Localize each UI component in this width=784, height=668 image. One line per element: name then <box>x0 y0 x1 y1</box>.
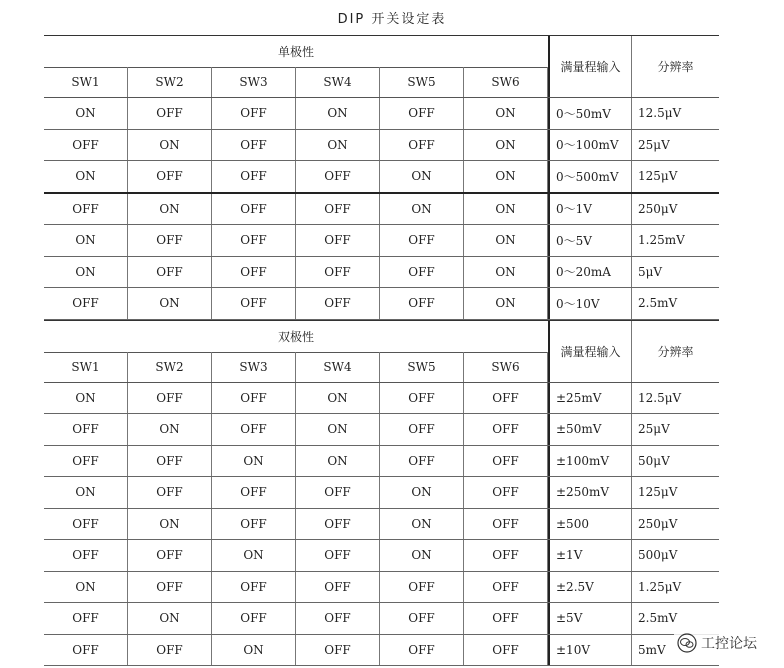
resolution: 50μV <box>638 453 670 468</box>
sw3-value: OFF <box>212 194 296 225</box>
sw2-value: OFF <box>128 383 212 414</box>
sw6-value: OFF <box>464 572 548 603</box>
sw4-value: ON <box>296 130 380 161</box>
sw5-value: OFF <box>380 130 464 161</box>
sw5-value: OFF <box>380 603 464 634</box>
sw5-value: ON <box>380 161 464 192</box>
sw5-value: OFF <box>380 572 464 603</box>
full-scale-range: ±2.5V <box>548 572 632 603</box>
sw2-value: OFF <box>128 257 212 288</box>
resolution: 1.25μV <box>638 579 682 594</box>
sw6-value: ON <box>464 225 548 256</box>
table-row <box>44 509 719 541</box>
sw2-value: OFF <box>128 225 212 256</box>
sw1-value: ON <box>44 225 128 256</box>
table-row <box>44 540 719 572</box>
full-scale-range: ±10V <box>548 635 632 666</box>
sw4-value: ON <box>296 446 380 477</box>
full-scale-range: ±25mV <box>548 383 632 414</box>
unipolar-header <box>44 36 719 98</box>
table-row <box>44 98 719 130</box>
table-row <box>44 225 719 257</box>
bipolar-sw-headers <box>44 352 548 382</box>
resolution: 125μV <box>638 169 678 184</box>
sw3-value: OFF <box>212 288 296 319</box>
sw1-value: OFF <box>44 130 128 161</box>
sw1-value: ON <box>44 257 128 288</box>
bipolar-label: 双极性 <box>44 321 548 353</box>
full-scale-range: ±250mV <box>548 477 632 508</box>
sw1-value: OFF <box>44 288 128 319</box>
sw6-value: ON <box>464 98 548 129</box>
sw-header-6: SW6 <box>464 67 548 97</box>
resolution: 250μV <box>638 516 678 531</box>
unipolar-sw-headers <box>44 67 548 97</box>
watermark-text: 工控论坛 <box>701 636 757 652</box>
bipolar-section <box>44 320 719 667</box>
full-scale-range: 0～500mV <box>548 161 632 192</box>
sw-header-5: SW5 <box>380 352 464 382</box>
table-row <box>44 161 719 194</box>
sw2-value: OFF <box>128 572 212 603</box>
sw2-value: ON <box>128 414 212 445</box>
table-row <box>44 130 719 162</box>
sw3-value: OFF <box>212 225 296 256</box>
sw1-value: ON <box>44 572 128 603</box>
sw5-value: ON <box>380 540 464 571</box>
sw6-value: ON <box>464 288 548 319</box>
sw3-value: OFF <box>212 383 296 414</box>
sw6-value: OFF <box>464 603 548 634</box>
full-scale-range: 0～20mA <box>548 257 632 288</box>
sw6-value: OFF <box>464 477 548 508</box>
sw4-value: OFF <box>296 540 380 571</box>
table-title: DIP 开关设定表 <box>337 12 447 27</box>
sw1-value: ON <box>44 383 128 414</box>
sw5-value: OFF <box>380 635 464 666</box>
sw4-value: OFF <box>296 603 380 634</box>
sw2-value: OFF <box>128 161 212 192</box>
sw1-value: ON <box>44 98 128 129</box>
sw3-value: ON <box>212 540 296 571</box>
sw1-value: OFF <box>44 540 128 571</box>
full-scale-range: 0～1V <box>548 194 632 225</box>
sw5-value: OFF <box>380 257 464 288</box>
unipolar-section <box>44 35 719 320</box>
sw2-value: ON <box>128 603 212 634</box>
sw4-value: OFF <box>296 161 380 192</box>
unipolar-label: 单极性 <box>44 36 548 68</box>
resolution: 5mV <box>638 642 666 657</box>
bipolar-resolution-header: 分辨率 <box>657 344 694 359</box>
table-row <box>44 635 719 667</box>
resolution: 1.25mV <box>638 233 685 248</box>
sw5-value: OFF <box>380 225 464 256</box>
watermark <box>674 632 760 654</box>
sw3-value: OFF <box>212 130 296 161</box>
full-scale-range: ±100mV <box>548 446 632 477</box>
sw6-value: OFF <box>464 509 548 540</box>
sw-header-4: SW4 <box>296 67 380 97</box>
sw2-value: ON <box>128 509 212 540</box>
sw1-value: OFF <box>44 635 128 666</box>
table-row <box>44 288 719 320</box>
sw-header-1: SW1 <box>44 352 128 382</box>
bipolar-range-header: 满量程输入 <box>548 321 632 382</box>
bipolar-header <box>44 321 719 383</box>
table-row <box>44 572 719 604</box>
resolution: 5μV <box>638 264 663 279</box>
table-row <box>44 477 719 509</box>
sw3-value: OFF <box>212 509 296 540</box>
sw2-value: OFF <box>128 635 212 666</box>
sw2-value: OFF <box>128 446 212 477</box>
full-scale-range: 0～100mV <box>548 130 632 161</box>
table-row <box>44 446 719 478</box>
resolution: 125μV <box>638 485 678 500</box>
sw4-value: OFF <box>296 509 380 540</box>
sw4-value: OFF <box>296 257 380 288</box>
sw3-value: ON <box>212 635 296 666</box>
sw6-value: OFF <box>464 540 548 571</box>
sw4-value: ON <box>296 383 380 414</box>
resolution: 2.5mV <box>638 611 678 626</box>
sw5-value: OFF <box>380 446 464 477</box>
table-row <box>44 414 719 446</box>
sw1-value: OFF <box>44 414 128 445</box>
sw5-value: ON <box>380 509 464 540</box>
sw5-value: ON <box>380 477 464 508</box>
sw2-value: ON <box>128 130 212 161</box>
sw5-value: OFF <box>380 288 464 319</box>
sw-header-2: SW2 <box>128 352 212 382</box>
sw1-value: ON <box>44 477 128 508</box>
sw6-value: OFF <box>464 414 548 445</box>
unipolar-rows <box>44 98 719 320</box>
sw-header-3: SW3 <box>212 67 296 97</box>
full-scale-range: 0～50mV <box>548 98 632 129</box>
sw5-value: ON <box>380 194 464 225</box>
sw6-value: ON <box>464 161 548 192</box>
resolution: 500μV <box>638 548 678 563</box>
sw2-value: OFF <box>128 98 212 129</box>
sw2-value: ON <box>128 288 212 319</box>
sw2-value: ON <box>128 194 212 225</box>
sw3-value: OFF <box>212 98 296 129</box>
sw4-value: OFF <box>296 477 380 508</box>
bipolar-rows <box>44 383 719 667</box>
sw4-value: OFF <box>296 225 380 256</box>
sw3-value: ON <box>212 446 296 477</box>
sw1-value: OFF <box>44 509 128 540</box>
sw4-value: ON <box>296 414 380 445</box>
unipolar-range-header: 满量程输入 <box>548 36 632 97</box>
sw2-value: OFF <box>128 477 212 508</box>
sw5-value: OFF <box>380 383 464 414</box>
sw3-value: OFF <box>212 414 296 445</box>
sw4-value: OFF <box>296 635 380 666</box>
full-scale-range: 0～10V <box>548 288 632 319</box>
resolution: 12.5μV <box>638 106 682 121</box>
sw6-value: OFF <box>464 635 548 666</box>
table-row <box>44 194 719 226</box>
full-scale-range: ±1V <box>548 540 632 571</box>
sw3-value: OFF <box>212 161 296 192</box>
sw-header-4: SW4 <box>296 352 380 382</box>
resolution: 25μV <box>638 137 670 152</box>
table-row <box>44 383 719 415</box>
full-scale-range: 0～5V <box>548 225 632 256</box>
resolution: 2.5mV <box>638 296 678 311</box>
resolution: 25μV <box>638 422 670 437</box>
sw2-value: OFF <box>128 540 212 571</box>
table-row <box>44 257 719 289</box>
sw1-value: OFF <box>44 446 128 477</box>
sw5-value: OFF <box>380 98 464 129</box>
full-scale-range: ±500 <box>548 509 632 540</box>
sw-header-2: SW2 <box>128 67 212 97</box>
dip-switch-table <box>44 35 719 666</box>
sw-header-3: SW3 <box>212 352 296 382</box>
sw-header-1: SW1 <box>44 67 128 97</box>
sw3-value: OFF <box>212 603 296 634</box>
unipolar-resolution-header: 分辨率 <box>657 60 694 74</box>
sw6-value: ON <box>464 257 548 288</box>
full-scale-range: ±5V <box>548 603 632 634</box>
sw5-value: OFF <box>380 414 464 445</box>
sw1-value: OFF <box>44 603 128 634</box>
sw4-value: OFF <box>296 288 380 319</box>
sw3-value: OFF <box>212 572 296 603</box>
sw1-value: ON <box>44 161 128 192</box>
sw1-value: OFF <box>44 194 128 225</box>
sw6-value: ON <box>464 130 548 161</box>
sw6-value: OFF <box>464 383 548 414</box>
table-row <box>44 603 719 635</box>
sw4-value: ON <box>296 98 380 129</box>
sw3-value: OFF <box>212 477 296 508</box>
resolution: 250μV <box>638 201 678 216</box>
sw-header-6: SW6 <box>464 352 548 382</box>
sw-header-5: SW5 <box>380 67 464 97</box>
sw4-value: OFF <box>296 572 380 603</box>
resolution: 12.5μV <box>638 390 682 405</box>
sw3-value: OFF <box>212 257 296 288</box>
sw6-value: OFF <box>464 446 548 477</box>
sw6-value: ON <box>464 194 548 225</box>
full-scale-range: ±50mV <box>548 414 632 445</box>
sw4-value: OFF <box>296 194 380 225</box>
wechat-icon <box>677 633 697 653</box>
